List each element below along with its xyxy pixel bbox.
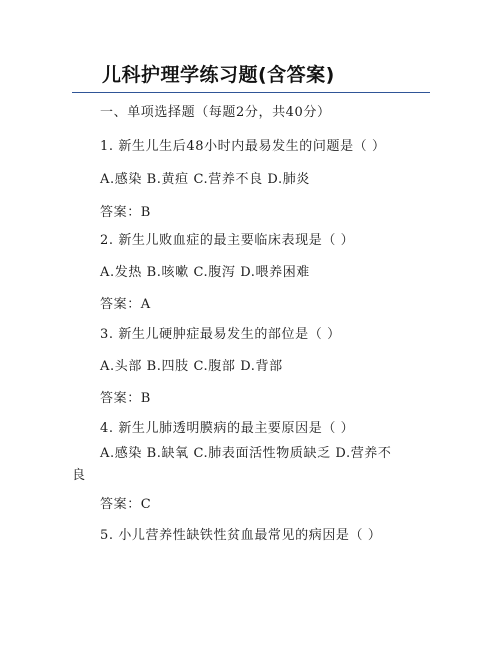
question-2-options: A.发热 B.咳嗽 C.腹泻 D.喂养困难 — [100, 265, 310, 280]
question-4-options — [72, 443, 430, 487]
question-4-answer: 答案：C — [100, 497, 152, 512]
question-3-answer: 答案：B — [100, 391, 151, 406]
question-1-answer: 答案：B — [100, 205, 151, 220]
question-5-stem: 5. 小儿营养性缺铁性贫血最常见的病因是（ ） — [100, 528, 382, 543]
question-4-options-line2: 良 — [72, 468, 86, 483]
question-2-answer: 答案：A — [100, 297, 151, 312]
title-divider — [72, 92, 430, 93]
question-3-stem: 3. 新生儿硬肿症最易发生的部位是（ ） — [100, 327, 341, 342]
question-3-options: A.头部 B.四肢 C.腹部 D.背部 — [100, 359, 283, 374]
question-2-stem: 2. 新生儿败血症的最主要临床表现是（ ） — [100, 233, 355, 248]
document-title: 儿科护理学练习题(含答案) — [102, 64, 335, 86]
question-1-options: A.感染 B.黄疸 C.营养不良 D.肺炎 — [100, 172, 310, 187]
question-4-options-line1: A.感染 B.缺氧 C.肺表面活性物质缺乏 D.营养不 — [100, 446, 392, 461]
question-1-stem: 1. 新生儿生后48小时内最易发生的问题是（ ） — [100, 139, 386, 154]
section-heading: 一、单项选择题（每题2分，共40分） — [100, 105, 331, 120]
question-4-stem: 4. 新生儿肺透明膜病的最主要原因是（ ） — [100, 421, 355, 436]
